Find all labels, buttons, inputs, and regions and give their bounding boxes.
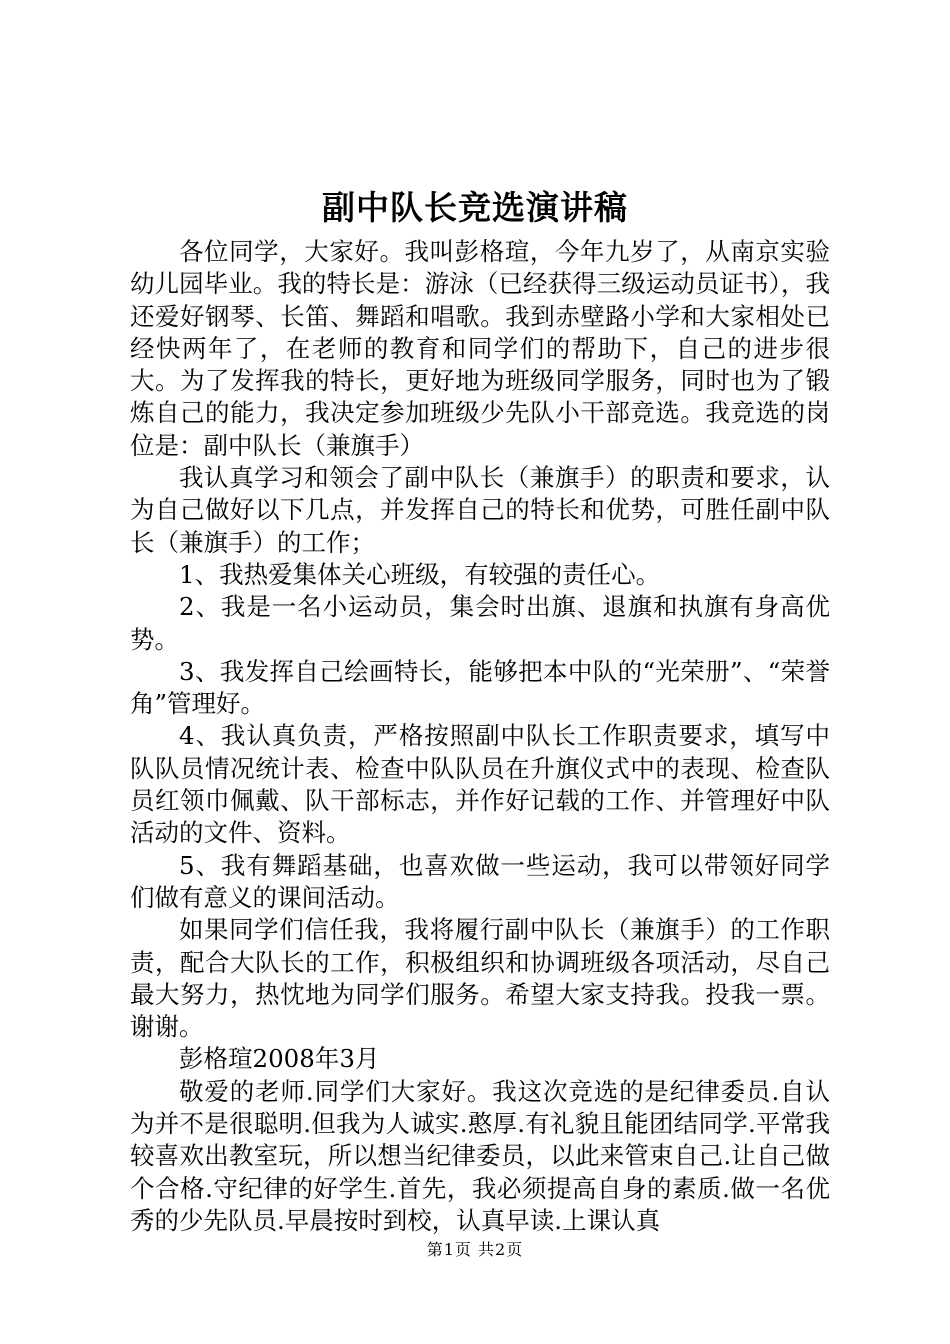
paragraph-point-4: 4、我认真负责，严格按照副中队长工作职责要求，填写中队队员情况统计表、检查中队队员在升旗仪式中的表现、检查队员红领巾佩戴、队干部标志，并作好记载的工作、并管理好中队活动的文件、资料。 [130, 721, 830, 848]
page-number-footer: 第1页 共2页 [426, 1240, 524, 1259]
paragraph-point-3: 3、我发挥自己绘画特长，能够把本中队的“光荣册”、“荣誉角”管理好。 [130, 656, 830, 719]
paragraph-second-speech: 敬爱的老师.同学们大家好。我这次竞选的是纪律委员.自认为并不是很聪明.但我为人诚实.憨厚.有礼貌且能团结同学.平常我较喜欢出教室玩，所以想当纪律委员，以此来管束自己.让自己做个合格.守纪律的好学生.首先，我必须提高自身的素质.做一名优秀的少先队员.早晨按时到校，认真早读.上课认真 [130, 1076, 830, 1235]
paragraph-point-2: 2、我是一名小运动员，集会时出旗、退旗和执旗有身高优势。 [130, 592, 830, 654]
document-body [130, 236, 830, 1237]
document-title: 副中队长竞选演讲稿 [322, 188, 628, 227]
paragraph-intro: 各位同学，大家好。我叫彭格瑄，今年九岁了，从南京实验幼儿园毕业。我的特长是：游泳（已经获得三级运动员证书），我还爱好钢琴、长笛、舞蹈和唱歌。我到赤壁路小学和大家相处已经快两年了，在老师的教育和同学们的帮助下，自己的进步很大。为了发挥我的特长，更好地为班级同学服务，同时也为了锻炼自己的能力，我决定参加班级少先队小干部竞选。我竞选的岗位是：副中队长（兼旗手） [130, 237, 830, 460]
paragraph-point-1: 1、我热爱集体关心班级，有较强的责任心。 [179, 559, 661, 589]
paragraph-closing: 如果同学们信任我，我将履行副中队长（兼旗手）的工作职责，配合大队长的工作，积极组织和协调班级各项活动，尽自己最大努力，热忱地为同学们服务。希望大家支持我。投我一票。谢谢。 [130, 915, 830, 1042]
paragraph-signature: 彭格瑄2008年3月 [179, 1044, 380, 1074]
paragraph-point-5: 5、我有舞蹈基础，也喜欢做一些运动，我可以带领好同学们做有意义的课间活动。 [130, 850, 830, 912]
paragraph-duties: 我认真学习和领会了副中队长（兼旗手）的职责和要求，认为自己做好以下几点，并发挥自己的特长和优势，可胜任副中队长（兼旗手）的工作； [130, 463, 830, 557]
